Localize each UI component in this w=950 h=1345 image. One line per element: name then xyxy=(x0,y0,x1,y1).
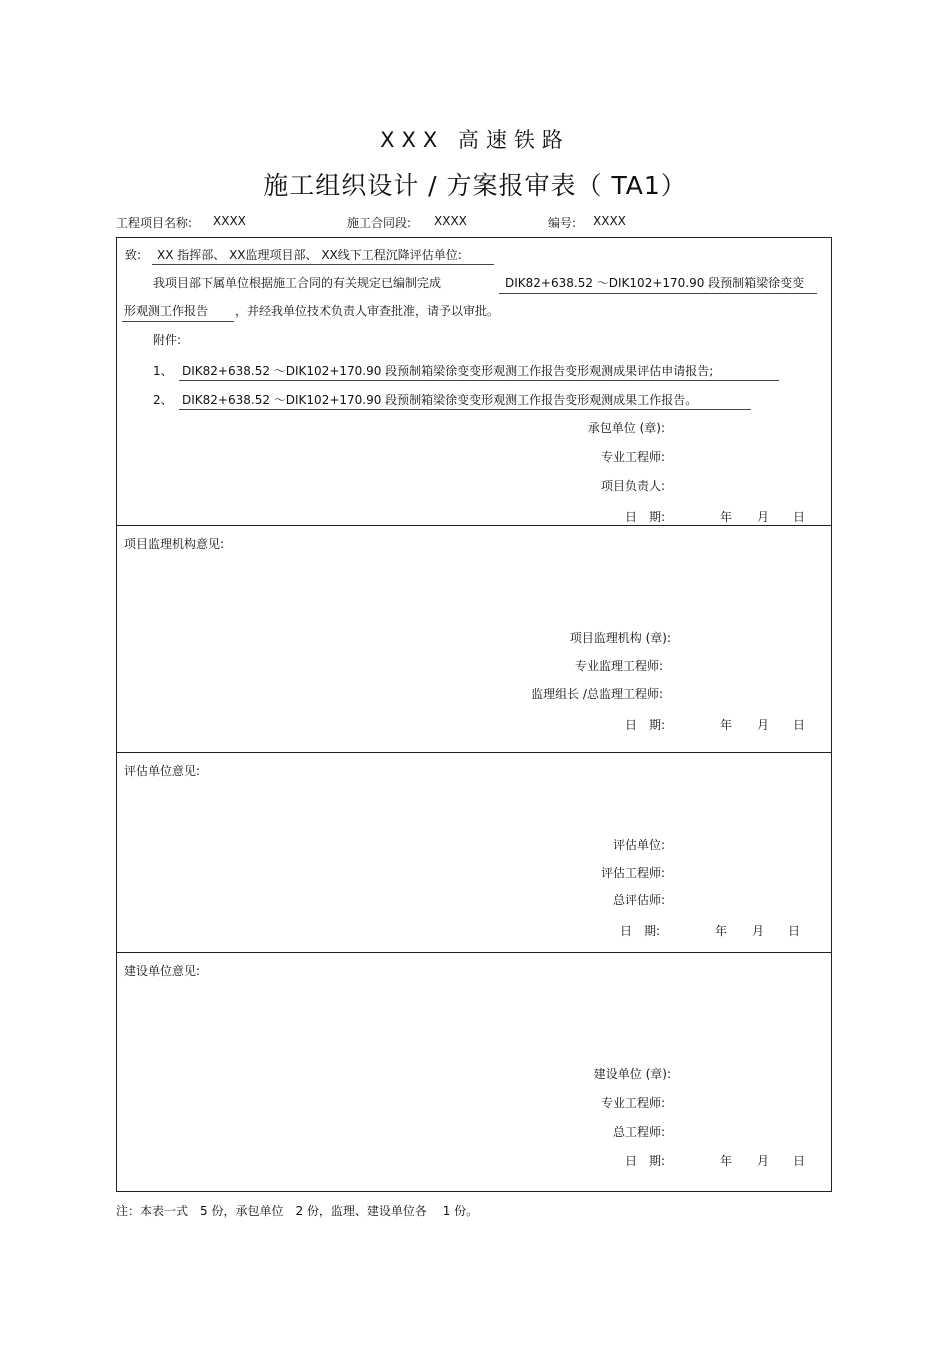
footer-note: 注：本表一式 5 份，承包单位 2 份，监理、建设单位各 1 份。 xyxy=(116,1204,479,1218)
attachments-label: 附件: xyxy=(153,333,182,347)
evaluation-engineer-label: 评估工程师: xyxy=(600,866,665,880)
application-section xyxy=(116,237,832,526)
contractor-seal-label: 承包单位 (章): xyxy=(587,421,665,435)
attachment-1-text: DIK82+638.52 ～DIK102+170.90 段预制箱梁徐变变形观测工作报告变形观测成果评估申请报告; xyxy=(182,364,714,378)
owner-engineer-label: 专业工程师: xyxy=(600,1096,665,1110)
date-label: 日 期: xyxy=(620,924,661,938)
date-label: 日 期: xyxy=(625,510,666,524)
supervision-engineer-label: 专业监理工程师: xyxy=(574,659,663,673)
document-title: XXX 高速铁路 xyxy=(380,128,570,152)
attachment-1-number: 1、 xyxy=(153,364,173,378)
project-manager-label: 项目负责人: xyxy=(600,479,665,493)
supervision-opinion-section xyxy=(116,525,832,753)
attachment-2-text: DIK82+638.52 ～DIK102+170.90 段预制箱梁徐变变形观测工作报告变形观测成果工作报告。 xyxy=(182,393,698,407)
owner-chief-engineer-label: 总工程师: xyxy=(612,1125,665,1139)
body-line2-report-name: 形观测工作报告 xyxy=(124,304,209,318)
date-month: 月 xyxy=(757,510,770,524)
date-day: 日 xyxy=(793,510,806,524)
recipients-underline xyxy=(152,264,494,265)
date-month: 月 xyxy=(757,718,770,732)
project-name-value: XXXX xyxy=(213,214,246,228)
evaluation-unit-label: 评估单位: xyxy=(612,838,665,852)
date-day: 日 xyxy=(788,924,801,938)
form-title: 施工组织设计 / 方案报审表（ TA1） xyxy=(263,171,687,200)
date-year: 年 xyxy=(720,510,733,524)
contractor-engineer-label: 专业工程师: xyxy=(600,450,665,464)
attachment-2-underline xyxy=(179,409,751,410)
evaluation-opinion-heading: 评估单位意见: xyxy=(124,764,201,778)
body-line1-text: 我项目部下属单位根据施工合同的有关规定已编制完成 xyxy=(153,276,442,290)
owner-opinion-section xyxy=(116,952,832,1192)
chief-supervisor-label: 监理组长 /总监理工程师: xyxy=(531,687,663,701)
body-line2-text: ，并经我单位技术负责人审查批准，请予以审批。 xyxy=(235,304,500,318)
date-label: 日 期: xyxy=(625,1154,666,1168)
body-line1-report-range: DIK82+638.52 ～DIK102+170.90 段预制箱梁徐变变 xyxy=(505,276,805,290)
chief-evaluator-label: 总评估师: xyxy=(612,893,665,907)
date-year: 年 xyxy=(720,1154,733,1168)
report-range-underline xyxy=(499,293,817,294)
supervision-seal-label: 项目监理机构 (章): xyxy=(569,631,671,645)
date-year: 年 xyxy=(720,718,733,732)
date-label: 日 期: xyxy=(625,718,666,732)
date-year: 年 xyxy=(715,924,728,938)
owner-opinion-heading: 建设单位意见: xyxy=(124,964,201,978)
date-day: 日 xyxy=(793,718,806,732)
contract-label: 施工合同段: xyxy=(347,216,412,230)
number-value: XXXX xyxy=(593,214,626,228)
attachment-1-underline xyxy=(179,380,779,381)
attachment-2-number: 2、 xyxy=(153,393,173,407)
number-label: 编号: xyxy=(548,216,577,230)
to-recipients: XX 指挥部、 XX监理项目部、 XX线下工程沉降评估单位: xyxy=(157,248,462,262)
report-name-underline xyxy=(122,321,234,322)
to-label: 致: xyxy=(125,248,142,262)
date-month: 月 xyxy=(757,1154,770,1168)
date-day: 日 xyxy=(793,1154,806,1168)
evaluation-opinion-section xyxy=(116,752,832,953)
project-name-label: 工程项目名称: xyxy=(116,216,193,230)
date-month: 月 xyxy=(752,924,765,938)
contract-value: XXXX xyxy=(434,214,467,228)
owner-seal-label: 建设单位 (章): xyxy=(593,1067,671,1081)
supervision-opinion-heading: 项目监理机构意见: xyxy=(124,537,225,551)
